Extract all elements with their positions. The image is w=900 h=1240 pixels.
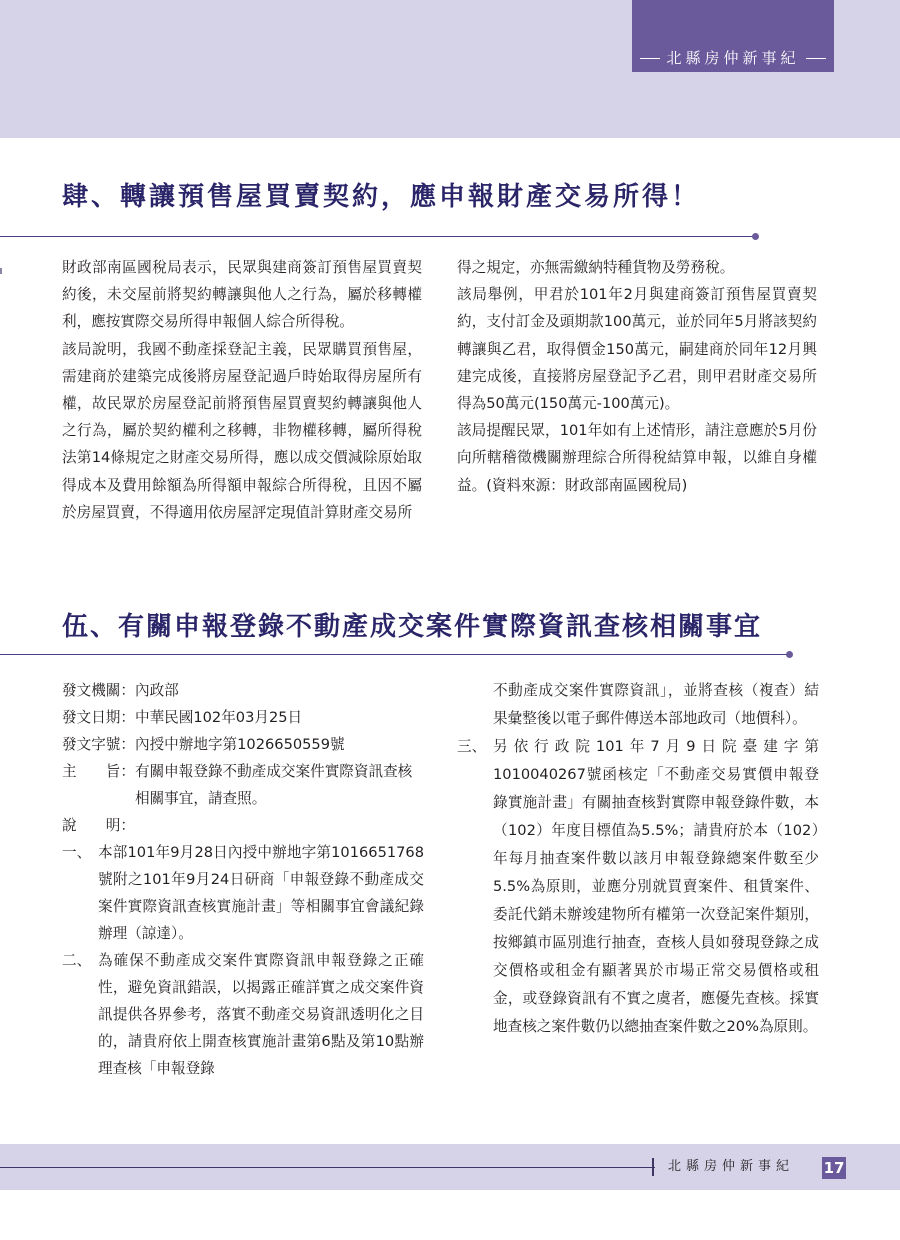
meta-label: 發文機關： [62, 682, 135, 699]
section-4-rule [0, 236, 756, 237]
section-5-title: 伍、有關申報登錄不動產成交案件實際資訊查核相關事宜 [62, 612, 763, 642]
meta-value: 有關申報登錄不動產成交案件實際資訊查核相關事宜，請查照。 [134, 763, 413, 807]
paragraph: 該局提醒民眾，101年如有上述情形，請注意應於5月份向所轄稽徵機關辦理綜合所得稅結算申報，以維自身權益。(資料來源：財政部南區國稅局) [457, 422, 817, 494]
section-5-left-column [62, 677, 424, 1082]
paragraph: 該局舉例，甲君於101年2月與建商簽訂預售屋買賣契約，支付訂金及頭期款100萬元，並於同年5月將該契約轉讓與乙君，取得價金150萬元，嗣建商於同年12月興建完成後，直接將房屋登記予乙君，則甲君財產交易所得為50萬元(150萬元-100萬元)。 [457, 286, 817, 413]
meta-value [135, 812, 424, 839]
header-title: 北縣房仲新事紀 [666, 49, 800, 67]
footer-tick [652, 1158, 654, 1176]
paragraph: 該局說明，我國不動產採登記主義，民眾購買預售屋，需建商於建築完成後將房屋登記過戶時始取得房屋所有權，故民眾於房屋登記前將預售屋買賣契約轉讓與他人之行為，屬於契約權利之移轉，非物權移轉，屬所得稅法第14條規定之財產交易所得，應以成交價減除原始取得成本及費用餘額為所得額申報綜合所得稅，且因不屬於房屋買賣，不得適用依房屋評定現值計算財產交易所 [62, 340, 422, 521]
list-item [62, 947, 424, 1082]
meta-row [62, 758, 424, 812]
item-number: 三、 [457, 738, 487, 755]
meta-label: 主 旨： [62, 763, 135, 780]
section-5-rule-dot [786, 651, 793, 658]
list-item [62, 839, 424, 947]
item-text: 為確保不動產成交案件實際資訊申報登錄之正確性，避免資訊錯誤，以揭露正確詳實之成交案件資訊提供各界參考，落實不動產交易資訊透明化之目的，請貴府依上開查核實施計畫第6點及第10點辦理查核「申報登錄 [98, 952, 424, 1077]
item-number: 一、 [62, 844, 92, 861]
page-number: 17 [823, 1159, 845, 1177]
item-number: 二、 [62, 952, 92, 969]
meta-row [62, 812, 424, 839]
list-item [457, 677, 819, 733]
meta-value: 中華民國102年03月25日 [134, 709, 303, 726]
meta-label: 發文日期： [62, 709, 135, 726]
meta-label: 發文字號： [62, 736, 135, 753]
meta-row [62, 704, 424, 731]
item-text: 不動產成交案件實際資訊」，並將查核（複查）結果彙整後以電子郵件傳送本部地政司（地價科）。 [493, 682, 819, 727]
section-4-right-column [457, 254, 817, 499]
meta-row [62, 677, 424, 704]
margin-tick [0, 268, 2, 274]
header-tab [632, 0, 834, 72]
section-4-title: 肆、轉讓預售屋買賣契約，應申報財產交易所得！ [62, 182, 701, 212]
meta-value: 內授中辦地字第1026650559號 [134, 736, 345, 753]
section-5-right-column [457, 677, 819, 1041]
item-number [457, 677, 493, 733]
item-text: 本部101年9月28日內授中辦地字第1016651768號附之101年9月24日研商「申報登錄不動產成交案件實際資訊查核實施計畫」等相關事宜會議紀錄辦理（諒達）。 [98, 844, 424, 942]
list-item [457, 733, 819, 1041]
paragraph: 得之規定，亦無需繳納特種貨物及勞務稅。 [457, 259, 735, 276]
section-5-rule [0, 654, 790, 655]
meta-value: 內政部 [134, 682, 179, 699]
footer-title: 北縣房仲新事紀 [668, 1159, 795, 1174]
section-4-left-column [62, 254, 422, 526]
footer-rule [0, 1167, 655, 1168]
meta-row [62, 731, 424, 758]
paragraph: 財政部南區國稅局表示，民眾與建商簽訂預售屋買賣契約後，未交屋前將契約轉讓與他人之行為，屬於移轉權利，應按實際交易所得申報個人綜合所得稅。 [62, 259, 422, 331]
item-text: 另依行政院101年7月9日院臺建字第1010040267號函核定「不動產交易實價申報登錄實施計畫」有關抽查核對實際申報登錄件數，本（102）年度目標值為5.5%；請貴府於本（102）年每月抽查案件數以該月申報登錄總案件數至少5.5%為原則，並應分別就買賣案件、租賃案件、委託代銷未辦竣建物所有權第一次登記案件類別，按鄉鎮市區別進行抽查，查核人員如發現登錄之成交價格或租金有顯著異於市場正常交易價格或租金，或登錄資訊有不實之虞者，應優先查核。採實地查核之案件數仍以總抽查案件數之20%為原則。 [493, 738, 819, 1035]
meta-label: 說 明： [62, 817, 135, 834]
section-4-rule-dot [752, 233, 759, 240]
header-line-right [806, 58, 826, 59]
